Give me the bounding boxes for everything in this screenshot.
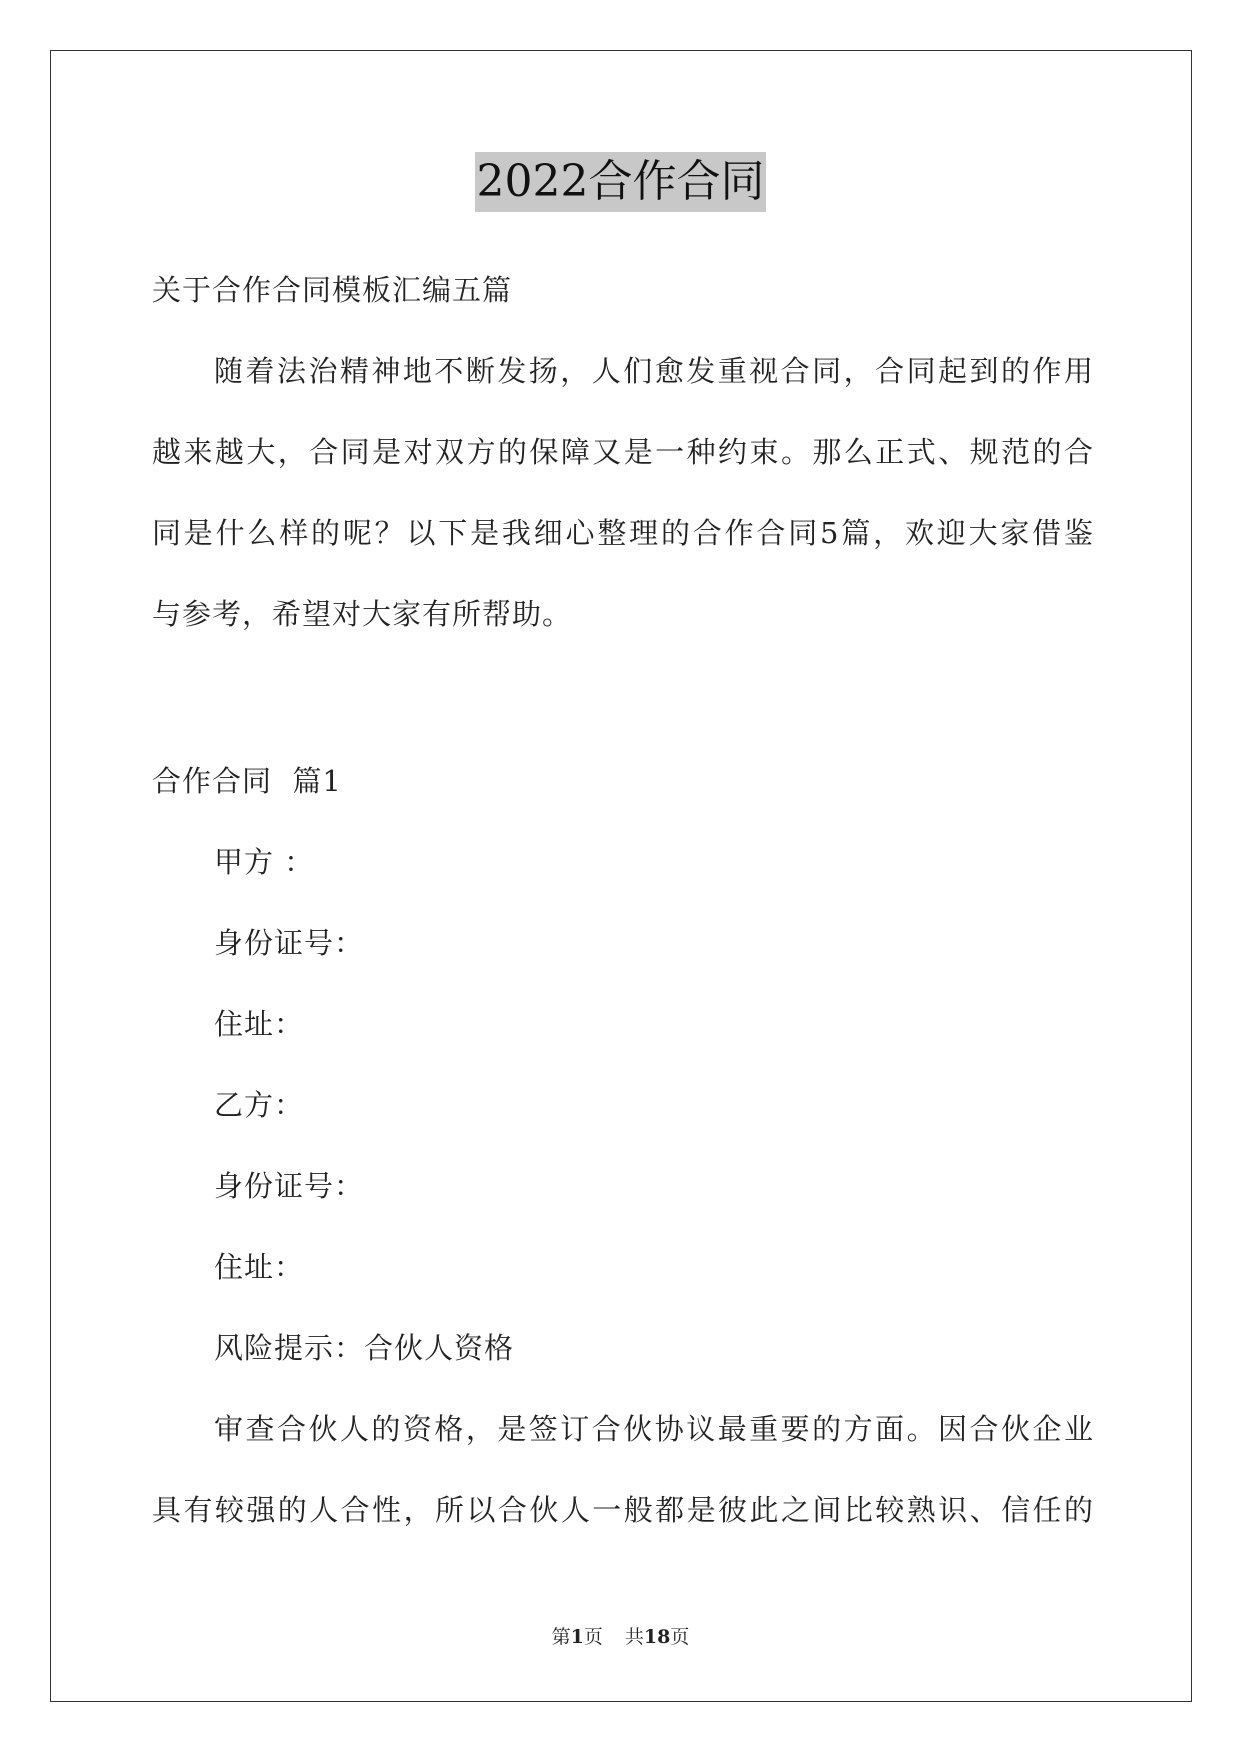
field-address-a: 住址： <box>214 1007 305 1041</box>
field-id-number-a: 身份证号： <box>214 926 365 960</box>
footer-total-prefix: 共 <box>624 1626 644 1648</box>
field-address-b: 住址： <box>214 1250 305 1284</box>
intro-line-1: 随着法治精神地不断发扬，人们愈发重视合同，合同起到的作用 <box>214 354 1094 388</box>
footer-page-suffix: 页 <box>583 1626 603 1648</box>
body-line-1: 审查合伙人的资格，是签订合伙协议最重要的方面。因合伙企业 <box>214 1412 1094 1446</box>
title-wrap <box>0 152 1241 212</box>
field-party-b: 乙方： <box>214 1088 305 1122</box>
risk-tip: 风险提示：合伙人资格 <box>214 1331 515 1365</box>
document-subtitle: 关于合作合同模板汇编五篇 <box>152 273 513 307</box>
body-line-2: 具有较强的人合性，所以合伙人一般都是彼此之间比较熟识、信任的 <box>152 1493 1094 1527</box>
field-id-number-b: 身份证号： <box>214 1169 365 1203</box>
intro-line-4: 与参考，希望对大家有所帮助。 <box>152 597 573 631</box>
document-title: 2022合作合同 <box>475 152 767 212</box>
footer-page-number: 1 <box>570 1626 584 1648</box>
intro-line-3: 同是什么样的呢？以下是我细心整理的合作合同5篇，欢迎大家借鉴 <box>152 516 1094 550</box>
footer-total-pages: 18 <box>643 1626 671 1648</box>
section-heading: 合作合同 篇1 <box>152 764 342 798</box>
footer-page-prefix: 第 <box>551 1626 571 1648</box>
page-footer <box>0 1624 1241 1650</box>
field-party-a: 甲方 ： <box>214 845 315 879</box>
footer-total-suffix: 页 <box>670 1626 690 1648</box>
intro-line-2: 越来越大，合同是对双方的保障又是一种约束。那么正式、规范的合 <box>152 435 1094 469</box>
